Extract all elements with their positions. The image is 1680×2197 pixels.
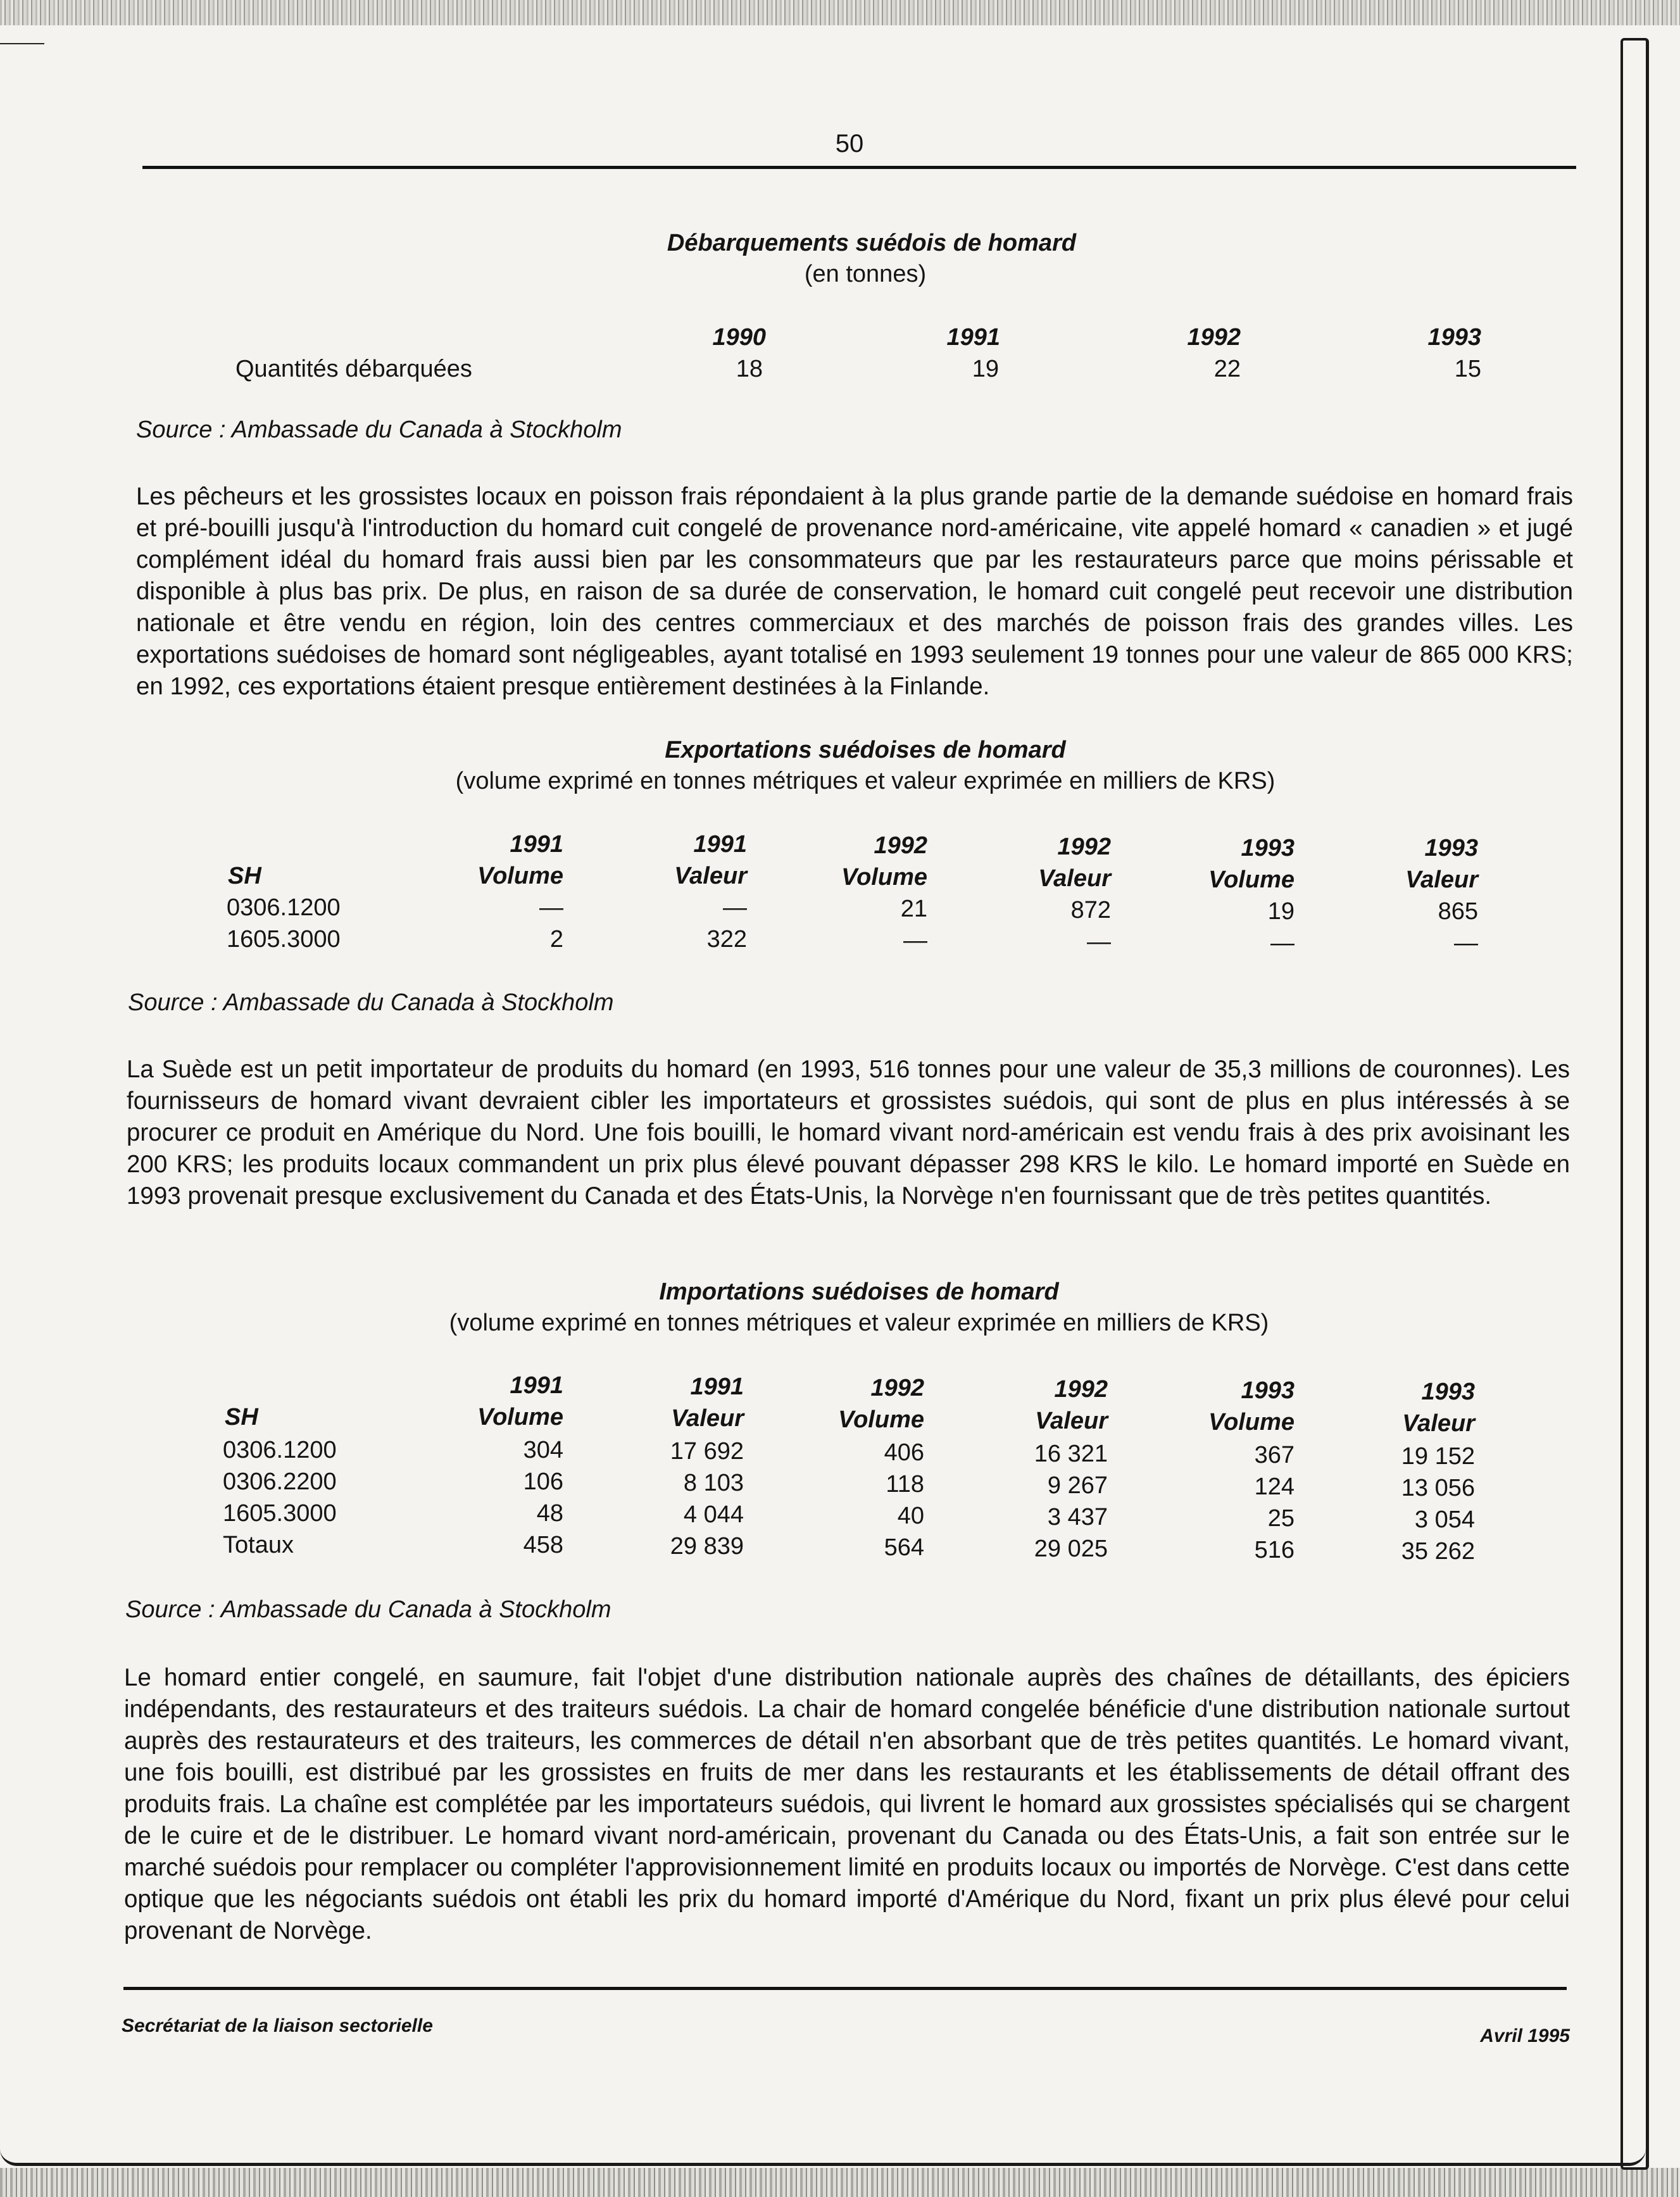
cell-value: 19: [1267, 898, 1294, 925]
cell-value: 458: [523, 1532, 563, 1558]
cell-value: 406: [884, 1439, 924, 1466]
table-title: Débarquements suédois de homard: [667, 230, 1077, 256]
row-label: Quantités débarquées: [235, 356, 472, 382]
cell-value: 322: [706, 926, 747, 953]
cell-value: 516: [1254, 1537, 1294, 1563]
table-source: Source : Ambassade du Canada à Stockholm: [125, 1596, 611, 1623]
cell-value: 872: [1070, 897, 1111, 923]
body-paragraph: Le homard entier congelé, en saumure, fait l'objet d'une distribution nationale auprès des chaînes de détaillants, des épiciers indépendants, des restaurateurs et des traiteurs suédois. La chair de homard congelée bénéficie d'une distribution nationale surtout auprès des restaurateurs et des traiteurs, les commerces de détail n'en absorbant que de très petites quantités. Le homard vivant, une fois bouilli, est distribué par les grossistes en fruits de mer dans les restaurants et les établissements de détail offrant des produits frais. La chaîne est complétée par les importateurs suédois, qui livrent le homard aux grossistes spécialisés qui se chargent de le cuire et de le distribuer. Le homard vivant nord-américain, provenant du Canada ou des États-Unis, a fait son entrée sur le marché suédois pour remplacer ou compléter l'approvisionnement limité en produits locaux ou importés de Norvège. C'est dans cette optique que les négociants suédois ont établi les prix du homard importé d'Amérique du Nord, fixant un prix plus élevé pour celui provenant de Norvège.: [124, 1664, 1570, 1944]
cell-value: 564: [884, 1534, 924, 1561]
cell-value: 13 056: [1401, 1475, 1475, 1501]
sh-header: SH: [228, 863, 261, 889]
year-header: 1992: [1054, 1376, 1108, 1403]
table-subtitle: (volume exprimé en tonnes métriques et valeur exprimée en milliers de KRS): [455, 768, 1276, 794]
measure-header: Volume: [1208, 1409, 1294, 1436]
body-paragraph: Les pêcheurs et les grossistes locaux en poisson frais répondaient à la plus grande partie de la demande suédoise en homard frais et pré-bouilli jusqu'à l'introduction du homard cuit congelé de provenance nord-américaine, vite appelé homard « canadien » et jugé complément idéal du homard frais aussi bien par les consommateurs que par les restaurateurs parce que moins périssable et disponible à plus bas prix. De plus, en raison de sa durée de conservation, le homard cuit congelé peut recevoir une distribution nationale et être vendu en région, loin des centres commerciaux et des marchés de poisson frais des grandes villes. Les exportations suédoises de homard sont négligeables, ayant totalisé en 1993 seulement 19 tonnes pour une valeur de 865 000 KRS; en 1992, ces exportations étaient presque entièrement destinées à la Finlande.: [136, 483, 1573, 700]
measure-header: Valeur: [1402, 1410, 1475, 1437]
year-header: 1991: [510, 831, 563, 858]
year-header: 1991: [690, 1374, 744, 1400]
cell-value: 9 267: [1047, 1472, 1108, 1499]
cell-value: —: [903, 927, 927, 954]
body-paragraph: La Suède est un petit importateur de produits du homard (en 1993, 516 tonnes pour une valeur de 35,3 millions de couronnes). Les fournisseurs de homard vivant devraient cibler les importateurs et grossistes suédois, qui sont de plus en plus intéressés à se procurer ce produit en Amérique du Nord. Une fois bouilli, le homard vivant nord-américain est vendu frais à des prix avoisinant les 200 KRS; les produits locaux commandent un prix plus élevé pouvant dépasser 298 KRS le kilo. Le homard importé en Suède en 1993 provenait presque exclusivement du Canada et des États-Unis, la Norvège n'en fournissant que de très petites quantités.: [127, 1056, 1570, 1210]
year-header: 1990: [712, 324, 766, 351]
measure-header: Valeur: [674, 863, 747, 889]
cell-value: 22: [1213, 356, 1241, 382]
cell-value: 865: [1438, 898, 1478, 925]
cell-value: 48: [536, 1500, 563, 1527]
cell-value: 29 025: [1034, 1536, 1108, 1562]
measure-header: Valeur: [1035, 1408, 1108, 1434]
cell-value: —: [539, 894, 563, 921]
scan-edge-top: [0, 0, 1680, 25]
cell-value: 16 321: [1034, 1441, 1108, 1467]
table-source: Source : Ambassade du Canada à Stockholm: [136, 416, 622, 443]
year-header: 1993: [1241, 835, 1294, 861]
cell-value: 19: [972, 356, 999, 382]
sh-header: SH: [225, 1404, 258, 1430]
row-code: 1605.3000: [223, 1500, 337, 1527]
cell-value: 25: [1267, 1505, 1294, 1532]
year-header: 1993: [1427, 324, 1481, 351]
measure-header: Valeur: [1405, 867, 1478, 893]
cell-value: 2: [549, 926, 563, 953]
year-header: 1993: [1424, 835, 1478, 861]
year-header: 1991: [946, 324, 1000, 351]
row-code: 1605.3000: [227, 926, 341, 953]
cell-value: 124: [1254, 1474, 1294, 1500]
measure-header: Volume: [477, 1404, 563, 1430]
row-code: 0306.1200: [227, 894, 341, 921]
cell-value: 19 152: [1401, 1443, 1475, 1470]
cell-value: 4 044: [683, 1501, 744, 1528]
cell-value: 8 103: [683, 1470, 744, 1496]
footer-rule: [123, 1987, 1567, 1990]
cell-value: 118: [886, 1471, 924, 1498]
cell-value: 17 692: [670, 1438, 744, 1465]
cell-value: 40: [897, 1503, 924, 1529]
cell-value: 3 437: [1047, 1504, 1108, 1530]
measure-header: Volume: [1208, 867, 1294, 893]
cell-value: 15: [1454, 356, 1481, 382]
measure-header: Volume: [838, 1406, 924, 1433]
measure-header: Valeur: [1038, 865, 1111, 892]
year-header: 1993: [1241, 1377, 1294, 1404]
year-header: 1992: [1057, 834, 1111, 860]
binder-edge: [1620, 38, 1649, 2170]
year-header: 1992: [874, 832, 927, 859]
table-title: Exportations suédoises de homard: [665, 737, 1066, 763]
row-code: 0306.2200: [223, 1468, 337, 1495]
cell-value: 18: [736, 356, 763, 382]
scan-edge-bottom: [0, 2168, 1680, 2197]
row-code: 0306.1200: [223, 1437, 337, 1463]
year-header: 1993: [1421, 1379, 1475, 1405]
cell-value: —: [1087, 929, 1111, 955]
table-title: Importations suédoises de homard: [659, 1279, 1059, 1305]
header-rule: [142, 166, 1576, 169]
year-header: 1991: [693, 831, 747, 858]
table-source: Source : Ambassade du Canada à Stockholm: [128, 989, 614, 1016]
cell-value: 106: [523, 1468, 563, 1495]
cell-value: —: [1270, 930, 1294, 956]
page-edge-mark: [0, 43, 44, 44]
cell-value: 21: [900, 896, 927, 922]
cell-value: 304: [523, 1437, 563, 1463]
cell-value: 29 839: [670, 1533, 744, 1560]
cell-value: 367: [1254, 1442, 1294, 1468]
year-header: 1991: [510, 1372, 563, 1399]
footer-right: Avril 1995: [1480, 2025, 1570, 2046]
cell-value: —: [723, 894, 747, 921]
measure-header: Volume: [477, 863, 563, 889]
cell-value: 35 262: [1401, 1538, 1475, 1565]
page-bottom-edge: [0, 2149, 1646, 2166]
row-code: Totaux: [223, 1532, 294, 1558]
cell-value: —: [1454, 930, 1478, 956]
measure-header: Valeur: [671, 1405, 744, 1432]
table-subtitle: (en tonnes): [804, 261, 927, 287]
footer-left: Secrétariat de la liaison sectorielle: [122, 2015, 433, 2036]
measure-header: Volume: [841, 864, 927, 891]
cell-value: 3 054: [1414, 1506, 1475, 1533]
year-header: 1992: [1187, 324, 1241, 351]
year-header: 1992: [870, 1375, 924, 1401]
page-number: 50: [835, 130, 864, 158]
table-subtitle: (volume exprimé en tonnes métriques et valeur exprimée en milliers de KRS): [449, 1310, 1269, 1336]
